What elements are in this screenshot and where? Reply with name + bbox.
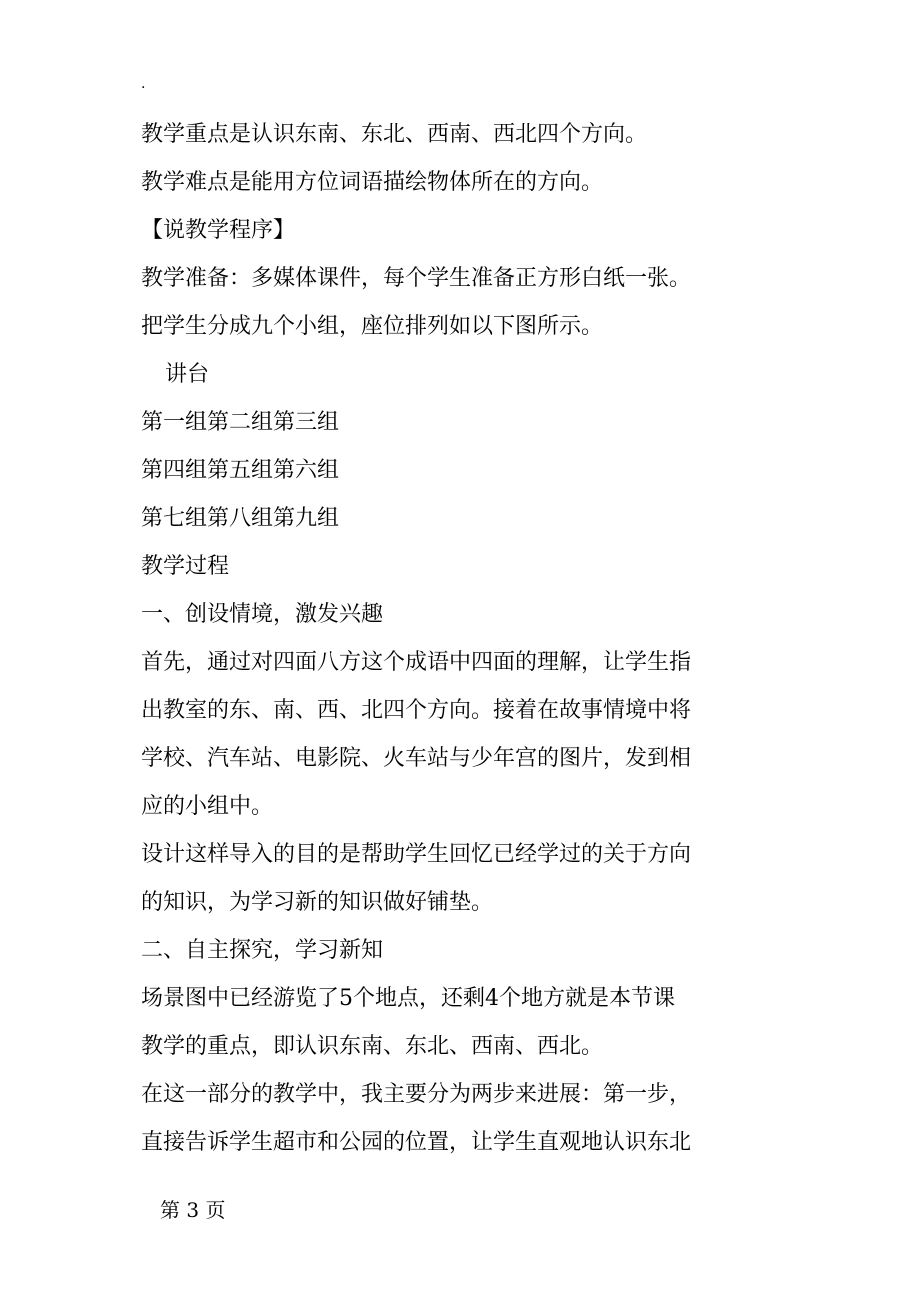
- text-line-5: 把学生分成九个小组，座位排列如以下图所示。: [141, 314, 604, 339]
- text-line-16: 设计这样导入的目的是帮助学生回忆已经学过的关于方向: [141, 842, 692, 867]
- text-line-15: 应的小组中。: [141, 794, 274, 819]
- text-line-1: 教学重点是认识东南、东北、西南、西北四个方向。: [141, 122, 648, 147]
- text-line-17: 的知识，为学习新的知识做好铺垫。: [141, 890, 494, 915]
- text-line-14: 学校、汽车站、电影院、火车站与少年宫的图片，发到相: [141, 746, 692, 771]
- text-line-21: 在这一部分的教学中，我主要分为两步来进展：第一步，: [141, 1082, 692, 1107]
- seating-row-3: 第七组第八组第九组: [141, 506, 340, 531]
- text-line-2: 教学难点是能用方位词语描绘物体所在的方向。: [141, 170, 604, 195]
- text-line-19: 场景图中已经游览了5个地点，还剩4个地方就是本节课: [141, 986, 675, 1011]
- seating-row-1: 第一组第二组第三组: [141, 410, 340, 435]
- text-line-4: 教学准备：多媒体课件，每个学生准备正方形白纸一张。: [141, 266, 692, 291]
- section-heading-teaching-procedure: 【说教学程序】: [141, 218, 296, 243]
- seating-row-2: 第四组第五组第六组: [141, 458, 340, 483]
- page-number-footer: 第 3 页: [160, 1198, 226, 1222]
- text-line-20: 教学的重点，即认识东南、东北、西南、西北。: [141, 1034, 604, 1059]
- text-line-13: 出教室的东、南、西、北四个方向。接着在故事情境中将: [141, 698, 692, 723]
- step-two-heading: 二、自主探究，学习新知: [141, 938, 384, 963]
- text-line-12: 首先，通过对四面八方这个成语中四面的理解，让学生指: [141, 650, 692, 675]
- step-one-heading: 一、创设情境，激发兴趣: [141, 602, 384, 627]
- podium-label: 讲台: [165, 362, 210, 387]
- text-line-22: 直接告诉学生超市和公园的位置，让学生直观地认识东北: [141, 1130, 692, 1155]
- teaching-process-heading: 教学过程: [141, 554, 230, 579]
- page-dot-mark: .: [141, 76, 146, 92]
